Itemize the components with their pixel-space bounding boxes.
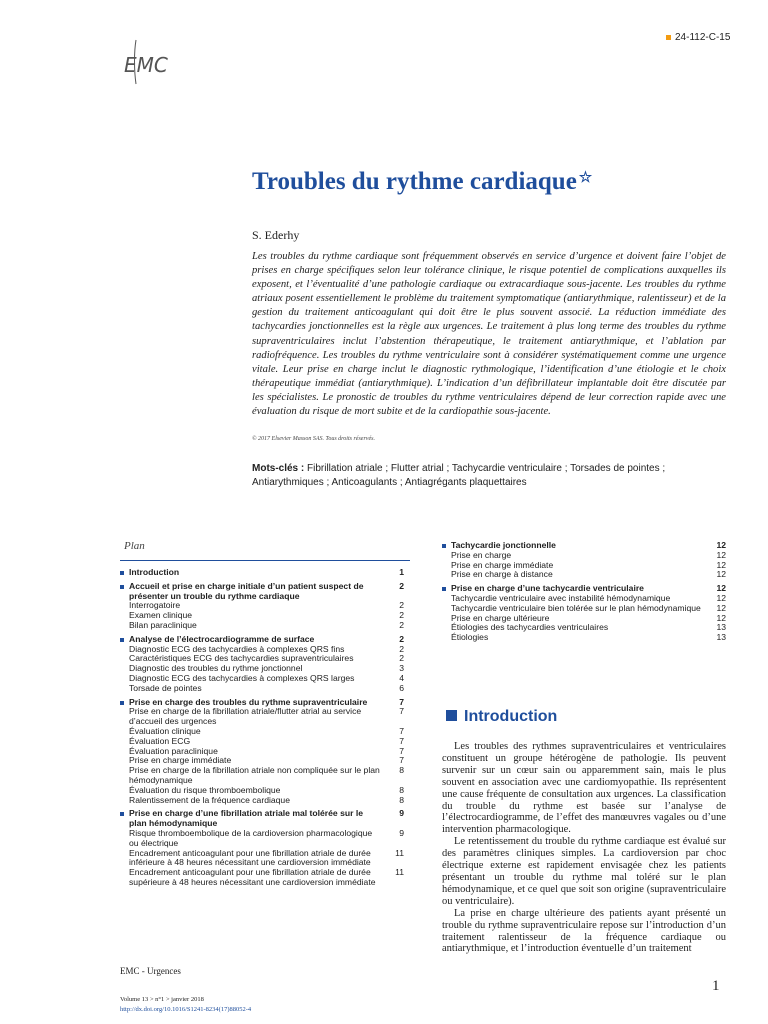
plan-title: Plan [124,540,145,552]
title-footnote-star-icon: ☆ [578,170,593,186]
toc-square-icon [442,544,446,548]
toc-entry[interactable] [120,868,404,888]
toc-label: Tachycardie ventriculaire avec instabilité hémodynamique [451,592,671,603]
toc-page-number: 12 [716,583,726,594]
toc-entry[interactable] [120,849,404,869]
toc-label: Bilan paraclinique [129,619,197,630]
toc-page-number: 2 [399,643,404,654]
emc-logo [118,36,178,88]
toc-label: Étiologies des tachycardies ventriculaires [451,622,609,633]
toc-entry[interactable] [120,621,404,631]
toc-label: Étiologies [451,632,489,643]
introduction-heading: Introduction [446,708,557,726]
toc-label: Prise en charge de la fibrillation atriale/flutter atrial au service d’accueil des urgences [129,706,362,727]
toc-label: Prise en charge des troubles du rythme supraventriculaire [129,696,368,707]
toc-page-number: 2 [399,633,404,644]
toc-label: Risque thromboembolique de la cardioversion pharmacologique ou électrique [129,827,373,848]
toc-page-number: 1 [399,567,404,577]
toc-label: Accueil et prise en charge initiale d’un patient suspect de présenter un trouble du rythme cardiaque [129,580,364,601]
toc-label: Prise en charge immédiate [451,559,554,570]
toc-page-number: 7 [399,725,404,736]
toc-square-icon [120,812,124,816]
journal-name: EMC - Urgences [120,966,181,976]
toc-page-number: 4 [399,672,404,683]
toc-page-number: 13 [716,632,726,643]
toc-square-icon [442,587,446,591]
doi-link[interactable]: http://dx.doi.org/10.1016/S1241-8234(17)88052-4 [120,1006,252,1013]
toc-square-icon [120,638,124,642]
volume-info: Volume 13 > n°1 > janvier 2018 [120,996,204,1003]
toc-page-number: 12 [716,602,726,613]
toc-page-number: 3 [399,663,404,674]
toc-page-number: 2 [399,580,404,591]
toc-label: Interrogatoire [129,600,181,611]
toc-square-icon [120,585,124,589]
toc-page-number: 12 [716,559,726,570]
paragraph: Le retentissement du trouble du rythme cardiaque est évalué sur des paramètres cliniques simples. La cardioversion par choc électrique externe est rapidement envisagée chez les patients présentant un trouble du rythme mal toléré sur le plan hémodynamique, et ce quel que soit son origine (supraventriculaire ou ventriculaire). [442,836,726,907]
toc-page-number: 2 [399,610,404,621]
toc-page-number: 2 [399,600,404,611]
toc-square-icon [120,571,124,575]
toc-page-number: 7 [399,735,404,746]
toc-entry[interactable] [442,633,726,643]
introduction-body [442,741,726,955]
page-number: 1 [712,978,720,994]
toc-section[interactable] [120,582,404,602]
toc-page-number: 7 [399,755,404,766]
toc-entry[interactable] [120,796,404,806]
toc-page-number: 12 [716,592,726,603]
toc-page-number: 2 [399,653,404,664]
keywords-label: Mots-clés : [252,463,305,474]
paragraph: Les troubles des rythmes supraventriculaires et ventriculaires constituent un groupe hétérogène de pathologie. Ils peuvent survenir sur un cœur sain ou apparemment sain, mais le plus souvent en association avec une cardiomyopathie. Ils représentent une cause fréquente de consultation aux urgences. La classification du trouble du rythme est basée sur l’analyse de l’électrocardiogramme, de l’effet des manœuvres vagales ou d’une intervention pharmacologique. [442,741,726,836]
toc-label: Encadrement anticoagulant pour une fibrillation atriale de durée supérieure à 48 heures nécessitant une cardioversion immédiate [129,867,376,887]
toc-page-number: 13 [716,622,726,633]
toc-label: Encadrement anticoagulant pour une fibrillation atriale de durée inférieure à 48 heures nécessitant une cardioversion immédiate [129,847,371,868]
paragraph: La prise en charge ultérieure des patients ayant présenté un trouble du rythme supraventriculaire repose sur l’introduction d’un traitement ralentisseur de la fréquence cardiaque ou antiarythmique, et l’introduction éventuelle d’un traitement [442,907,726,955]
plan-divider [120,560,410,561]
toc-page-number: 8 [399,765,404,776]
toc-page-number: 12 [716,612,726,623]
toc-page-number: 12 [716,569,726,580]
toc-label: Prise en charge d’une tachycardie ventriculaire [451,583,644,594]
section-square-icon [446,710,457,721]
toc-page-number: 6 [399,682,404,693]
toc-label: Évaluation clinique [129,725,201,736]
toc-label: Caractéristiques ECG des tachycardies supraventriculaires [129,653,354,664]
table-of-contents-right [442,541,726,643]
toc-page-number: 9 [399,827,404,838]
article-title: Troubles du rythme cardiaque ☆ [252,168,593,195]
toc-label: Analyse de l’électrocardiogramme de surface [129,633,315,644]
author: S. Ederhy [252,228,300,242]
toc-entry[interactable] [120,766,404,786]
toc-label: Ralentissement de la fréquence cardiaque [129,794,290,805]
toc-label: Tachycardie ventriculaire bien tolérée sur le plan hémodynamique [451,602,701,613]
code-marker-icon [666,35,671,40]
toc-page-number: 12 [716,549,726,560]
table-of-contents-left [120,568,404,888]
toc-label: Introduction [129,567,180,577]
toc-label: Prise en charge immédiate [129,755,232,766]
toc-label: Évaluation paraclinique [129,745,218,756]
toc-label: Évaluation ECG [129,735,191,746]
toc-entry[interactable] [120,684,404,694]
toc-page-number: 7 [399,706,404,717]
toc-label: Prise en charge de la fibrillation atriale non compliquée sur le plan hémodynamique [129,765,380,785]
toc-label: Diagnostic des troubles du rythme jonctionnel [129,663,303,674]
toc-label: Prise en charge à distance [451,569,553,580]
toc-page-number: 8 [399,794,404,805]
toc-label: Prise en charge [451,549,512,560]
toc-page-number: 11 [395,847,404,858]
toc-label: Tachycardie jonctionnelle [451,540,556,550]
toc-square-icon [120,701,124,705]
toc-page-number: 12 [716,540,726,550]
toc-section[interactable] [120,568,404,578]
toc-entry[interactable] [442,570,726,580]
svg-text:EMC: EMC [124,53,168,77]
toc-section[interactable] [120,809,404,829]
toc-page-number: 8 [399,784,404,795]
toc-label: Prise en charge d’une fibrillation atriale mal tolérée sur le plan hémodynamique [129,808,364,829]
toc-label: Examen clinique [129,610,193,621]
keywords [252,462,732,489]
toc-page-number: 7 [399,745,404,756]
toc-page-number: 9 [399,808,404,819]
toc-label: Diagnostic ECG des tachycardies à complexes QRS larges [129,672,355,683]
copyright: © 2017 Elsevier Masson SAS. Tous droits réservés. [252,436,375,442]
toc-entry[interactable] [120,829,404,849]
toc-label: Torsade de pointes [129,682,202,693]
toc-label: Évaluation du risque thromboembolique [129,784,281,795]
toc-entry[interactable] [120,707,404,727]
toc-label: Diagnostic ECG des tachycardies à complexes QRS fins [129,643,345,654]
toc-page-number: 7 [399,696,404,707]
abstract: Les troubles du rythme cardiaque sont fréquemment observés en service d’urgence et doivent faire l’objet de prises en charge spécifiques selon leur tolérance clinique, le risque potentiel de complications auxquelles ils exposent, et l’éventualité d’une pathologie cardiaque ou extracardiaque sous-jacente. Les troubles du rythme atriaux posent essentiellement le problème du traitement symptomatique (antiarythmique, ralentisseur) et de la gestion du traitement anticoagulant qui doit être le plus souvent associé. La réduction immédiate des tachycardies jonctionnelles est la règle aux urgences. Le traitement à plus long terme des troubles du rythme supraventriculaires inclut l’abstention thérapeutique, le traitement antiarythmique, et l’ablation par radiofréquence. Les troubles du rythme ventriculaire sont à considérer systématiquement comme une urgence vitale. Leur prise en charge inclut le diagnostic rythmologique, l’identification d’une étiologie et le choix thérapeutique immédiat (antiarythmique). L’indication d’un défibrillateur implantable doit être discutée par les spécialistes. Le pronostic de troubles du rythme ventriculaires dépend de leur correction rapide avec une évaluation du risque de mort subite et de la cardiopathie sous-jacente. [252,251,726,418]
document-code: 24-112-C-15 [666,32,730,43]
toc-page-number: 11 [395,867,404,878]
toc-page-number: 2 [399,619,404,630]
keywords-list: Fibrillation atriale ; Flutter atrial ; Tachycardie ventriculaire ; Torsades de pointes ; Antiarythmiques ; Anticoagulants ; Antiagrégants plaquettaires [252,463,666,488]
toc-label: Prise en charge ultérieure [451,612,550,623]
